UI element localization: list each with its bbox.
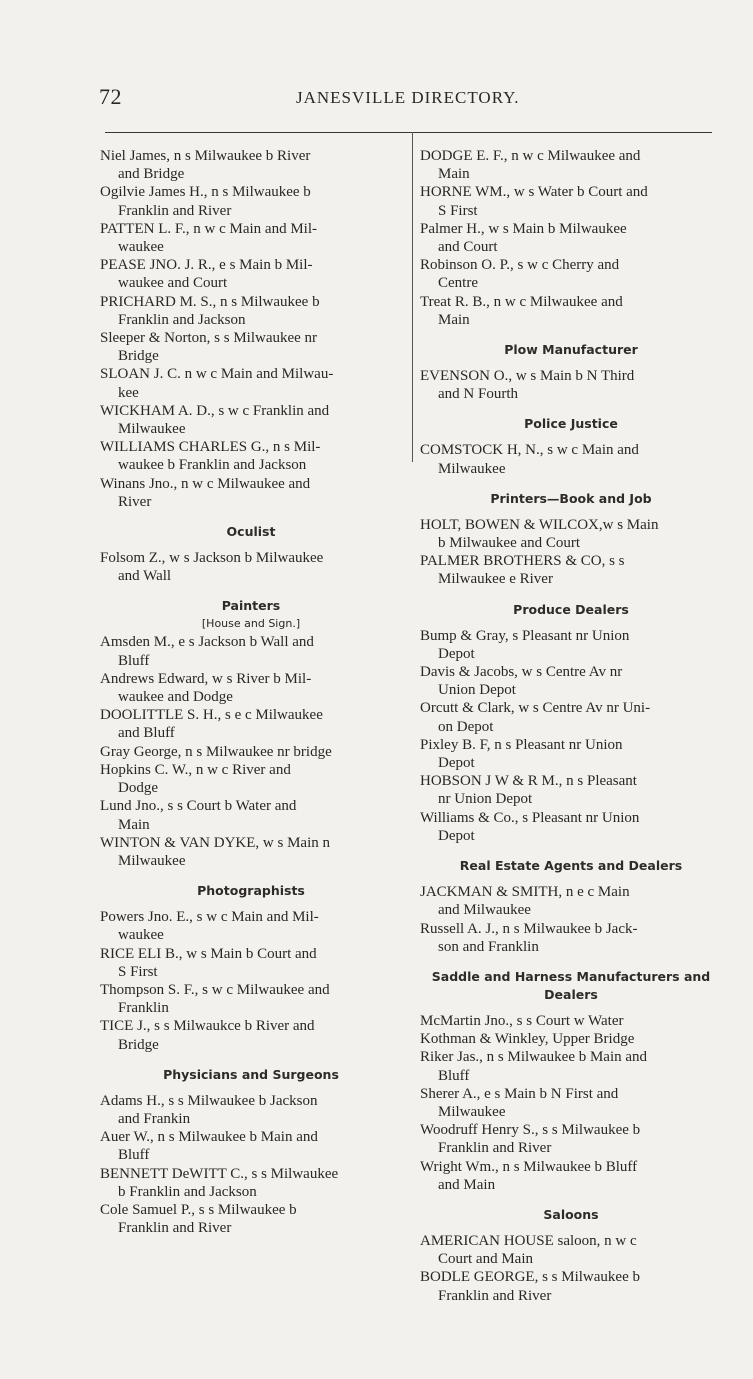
entry-line-1: Sleeper & Norton, s s Milwaukee nr bbox=[100, 330, 318, 347]
directory-entry bbox=[100, 549, 402, 585]
heading-gap bbox=[420, 433, 722, 441]
right-column bbox=[420, 147, 722, 1305]
entry-line-1: Wright Wm., n s Milwaukee b Bluff bbox=[420, 1158, 638, 1175]
directory-entry bbox=[420, 1158, 722, 1194]
directory-entry bbox=[100, 1128, 402, 1164]
directory-entry bbox=[420, 772, 722, 808]
entry-line-1: Treat R. B., n w c Milwaukee and bbox=[420, 293, 623, 310]
directory-entry bbox=[100, 329, 402, 365]
entry-line-1: HORNE WM., w s Water b Court and bbox=[420, 184, 648, 201]
directory-entry bbox=[100, 761, 402, 797]
entry-line-1: WICKHAM A. D., s w c Franklin and bbox=[100, 402, 330, 419]
entry-line-2: Franklin and River bbox=[438, 1287, 552, 1304]
entry-line-1: JACKMAN & SMITH, n e c Main bbox=[420, 884, 630, 901]
heading-gap bbox=[420, 359, 722, 367]
directory-entry bbox=[420, 1121, 722, 1157]
directory-entry bbox=[100, 706, 402, 742]
entry-line-2: and Court bbox=[438, 239, 498, 256]
directory-entry bbox=[100, 402, 402, 438]
directory-entry bbox=[100, 1165, 402, 1201]
entry-line-1: HOLT, BOWEN & WILCOX,w s Main bbox=[420, 516, 659, 533]
section-heading: Plow Manufacturer bbox=[504, 342, 638, 358]
column-divider bbox=[412, 132, 413, 462]
entry-line-2: Bluff bbox=[118, 652, 150, 669]
entry-line-2: son and Franklin bbox=[438, 938, 539, 955]
entry-line-1: Robinson O. P., s w c Cherry and bbox=[420, 257, 620, 274]
directory-entry bbox=[420, 256, 722, 292]
entry-line-1: WILLIAMS CHARLES G., n s Mil- bbox=[100, 439, 321, 456]
section-subheading: [House and Sign.] bbox=[201, 617, 301, 631]
entry-line-2: Depot bbox=[438, 755, 475, 772]
heading-gap bbox=[100, 541, 402, 549]
entry-line-2: kee bbox=[118, 384, 139, 401]
section-heading: Dealers bbox=[544, 986, 598, 1002]
directory-entry bbox=[420, 1012, 722, 1030]
directory-entry bbox=[100, 670, 402, 706]
entry-line-1: Orcutt & Clark, w s Centre Av nr Uni- bbox=[420, 700, 651, 717]
entry-line-2: and Wall bbox=[118, 568, 172, 585]
entry-line-1: Winans Jno., n w c Milwaukee and bbox=[100, 475, 311, 492]
entry-line-2: Bridge bbox=[118, 348, 159, 365]
entry-line-1: Kothman & Winkley, Upper Bridge bbox=[420, 1031, 635, 1048]
directory-entry bbox=[420, 1085, 722, 1121]
entry-line-1: Woodruff Henry S., s s Milwaukee b bbox=[420, 1122, 641, 1139]
entry-line-2: waukee and Dodge bbox=[118, 689, 233, 706]
directory-entry bbox=[100, 475, 402, 511]
entry-line-2: Main bbox=[438, 166, 470, 183]
directory-entry bbox=[420, 220, 722, 256]
directory-entry bbox=[100, 365, 402, 401]
entry-line-1: Cole Samuel P., s s Milwaukee b bbox=[100, 1201, 297, 1218]
entry-line-1: DOOLITTLE S. H., s e c Milwaukee bbox=[100, 707, 323, 724]
entry-line-1: PATTEN L. F., n w c Main and Mil- bbox=[100, 220, 317, 237]
section-gap bbox=[100, 585, 402, 597]
entry-line-1: Hopkins C. W., n w c River and bbox=[100, 761, 291, 778]
section-gap bbox=[100, 870, 402, 882]
heading-gap bbox=[420, 1224, 722, 1232]
section-heading: Produce Dealers bbox=[513, 601, 629, 617]
directory-entry bbox=[420, 367, 722, 403]
entry-line-1: Gray George, n s Milwaukee nr bridge bbox=[100, 743, 332, 760]
entry-line-1: BENNETT DeWITT C., s s Milwaukee bbox=[100, 1165, 339, 1182]
entry-line-2: Milwaukee bbox=[118, 421, 186, 438]
section-gap bbox=[420, 589, 722, 601]
entry-line-2: and Frankin bbox=[118, 1110, 191, 1127]
section-gap bbox=[100, 511, 402, 523]
directory-entry bbox=[100, 834, 402, 870]
directory-entry bbox=[420, 147, 722, 183]
entry-line-2: waukee bbox=[118, 927, 164, 944]
entry-line-1: RICE ELI B., w s Main b Court and bbox=[100, 945, 317, 962]
entry-line-2: Bluff bbox=[438, 1067, 470, 1084]
entry-line-2: nr Union Depot bbox=[438, 791, 533, 808]
entry-line-1: SLOAN J. C. n w c Main and Milwau- bbox=[100, 366, 334, 383]
directory-entry bbox=[420, 883, 722, 919]
directory-entry bbox=[420, 1268, 722, 1304]
section-heading: Painters bbox=[221, 598, 281, 614]
heading-gap bbox=[420, 1004, 722, 1012]
header-rule bbox=[105, 132, 712, 133]
entry-line-2: Franklin and River bbox=[438, 1140, 552, 1157]
section-heading: Police Justice bbox=[524, 416, 618, 432]
directory-entry bbox=[420, 736, 722, 772]
section-gap bbox=[420, 956, 722, 968]
entry-line-1: Auer W., n s Milwaukee b Main and bbox=[100, 1129, 318, 1146]
entry-line-2: waukee b Franklin and Jackson bbox=[118, 457, 307, 474]
entry-line-2: on Depot bbox=[438, 718, 494, 735]
directory-entry bbox=[420, 1232, 722, 1268]
entry-line-2: Franklin bbox=[118, 1000, 169, 1017]
entry-line-1: Palmer H., w s Main b Milwaukee bbox=[420, 220, 627, 237]
running-title: JANESVILLE DIRECTORY. bbox=[296, 88, 520, 107]
directory-entry bbox=[420, 663, 722, 699]
entry-line-2: Milwaukee bbox=[438, 460, 506, 477]
directory-entry bbox=[100, 1092, 402, 1128]
section-gap bbox=[420, 329, 722, 341]
heading-gap bbox=[420, 508, 722, 516]
directory-entry bbox=[100, 743, 402, 761]
entry-line-2: Main bbox=[438, 311, 470, 328]
section-gap bbox=[420, 1194, 722, 1206]
section-heading: Oculist bbox=[226, 524, 276, 540]
section-heading: Saddle and Harness Manufacturers and bbox=[431, 968, 711, 984]
directory-entry bbox=[420, 920, 722, 956]
directory-entry bbox=[420, 699, 722, 735]
entry-line-2: waukee bbox=[118, 239, 164, 256]
entry-line-1: EVENSON O., w s Main b N Third bbox=[420, 368, 635, 385]
entry-line-1: Powers Jno. E., s w c Main and Mil- bbox=[100, 909, 319, 926]
directory-entry bbox=[420, 552, 722, 588]
directory-entry bbox=[420, 1030, 722, 1048]
entry-line-2: Milwaukee bbox=[438, 1103, 506, 1120]
left-column bbox=[100, 147, 402, 1237]
directory-entry bbox=[100, 797, 402, 833]
directory-entry bbox=[100, 1017, 402, 1053]
directory-entry bbox=[420, 627, 722, 663]
entry-line-2: b Franklin and Jackson bbox=[118, 1183, 257, 1200]
heading-gap bbox=[420, 875, 722, 883]
directory-entry bbox=[420, 809, 722, 845]
entry-line-2: S First bbox=[118, 963, 158, 980]
entry-line-2: Bluff bbox=[118, 1147, 150, 1164]
entry-line-1: DODGE E. F., n w c Milwaukee and bbox=[420, 148, 641, 164]
entry-line-1: McMartin Jno., s s Court w Water bbox=[420, 1012, 624, 1029]
entry-line-1: WINTON & VAN DYKE, w s Main n bbox=[100, 834, 330, 851]
entry-line-1: TICE J., s s Milwaukce b River and bbox=[100, 1018, 315, 1035]
entry-line-2: Union Depot bbox=[438, 682, 516, 699]
section-heading: Printers—Book and Job bbox=[490, 490, 652, 506]
directory-entry bbox=[100, 220, 402, 256]
entry-line-1: Sherer A., e s Main b N First and bbox=[420, 1085, 619, 1102]
directory-entry bbox=[420, 183, 722, 219]
entry-line-2: Bridge bbox=[118, 1036, 159, 1053]
entry-line-2: Centre bbox=[438, 275, 478, 292]
entry-line-1: PRICHARD M. S., n s Milwaukee b bbox=[100, 293, 320, 310]
directory-entry bbox=[100, 633, 402, 669]
entry-line-1: BODLE GEORGE, s s Milwaukee b bbox=[420, 1269, 640, 1286]
directory-entry bbox=[420, 441, 722, 477]
entry-line-1: Adams H., s s Milwaukee b Jackson bbox=[100, 1092, 318, 1109]
entry-line-1: Pixley B. F, n s Pleasant nr Union bbox=[420, 736, 623, 753]
entry-line-1: PEASE JNO. J. R., e s Main b Mil- bbox=[100, 257, 313, 274]
entry-line-1: COMSTOCK H, N., s w c Main and bbox=[420, 442, 639, 459]
directory-entry bbox=[100, 1201, 402, 1237]
entry-line-2: River bbox=[118, 493, 152, 510]
section-heading: Photographists bbox=[197, 883, 305, 899]
entry-line-2: and Bluff bbox=[118, 725, 175, 742]
entry-line-1: Lund Jno., s s Court b Water and bbox=[100, 798, 297, 815]
directory-entry bbox=[100, 945, 402, 981]
entry-line-2: Court and Main bbox=[438, 1251, 533, 1268]
directory-entry bbox=[100, 293, 402, 329]
entry-line-1: Folsom Z., w s Jackson b Milwaukee bbox=[100, 550, 324, 567]
entry-line-2: and Milwaukee bbox=[438, 902, 531, 919]
entry-line-1: Riker Jas., n s Milwaukee b Main and bbox=[420, 1049, 648, 1066]
section-gap bbox=[420, 845, 722, 857]
heading-gap bbox=[100, 1084, 402, 1092]
section-gap bbox=[100, 1054, 402, 1066]
entry-line-2: Dodge bbox=[118, 780, 158, 797]
directory-entry bbox=[100, 256, 402, 292]
entry-line-2: S First bbox=[438, 202, 478, 219]
directory-entry bbox=[100, 908, 402, 944]
directory-entry bbox=[100, 981, 402, 1017]
entry-line-1: Thompson S. F., s w c Milwaukee and bbox=[100, 981, 330, 998]
entry-line-1: Niel James, n s Milwaukee b River bbox=[100, 148, 311, 164]
entry-line-2: Franklin and River bbox=[118, 202, 232, 219]
directory-entry bbox=[420, 293, 722, 329]
directory-entry bbox=[100, 438, 402, 474]
page-number: 72 bbox=[99, 84, 122, 109]
entry-line-2: b Milwaukee and Court bbox=[438, 535, 581, 552]
entry-line-1: Davis & Jacobs, w s Centre Av nr bbox=[420, 664, 623, 681]
entry-line-1: HOBSON J W & R M., n s Pleasant bbox=[420, 773, 637, 790]
section-heading: Real Estate Agents and Dealers bbox=[459, 858, 683, 874]
entry-line-1: Amsden M., e s Jackson b Wall and bbox=[100, 634, 314, 651]
entry-line-2: Milwaukee e River bbox=[438, 571, 553, 588]
entry-line-2: waukee and Court bbox=[118, 275, 228, 292]
entry-line-1: Ogilvie James H., n s Milwaukee b bbox=[100, 184, 311, 201]
entry-line-1: AMERICAN HOUSE saloon, n w c bbox=[420, 1232, 637, 1249]
heading-gap bbox=[100, 900, 402, 908]
section-gap bbox=[420, 403, 722, 415]
entry-line-2: and Main bbox=[438, 1176, 496, 1193]
entry-line-2: Franklin and River bbox=[118, 1220, 232, 1237]
entry-line-2: Depot bbox=[438, 827, 475, 844]
entry-line-1: Williams & Co., s Pleasant nr Union bbox=[420, 809, 640, 826]
entry-line-2: Franklin and Jackson bbox=[118, 311, 246, 328]
entry-line-1: Bump & Gray, s Pleasant nr Union bbox=[420, 627, 630, 644]
entry-line-1: Andrews Edward, w s River b Mil- bbox=[100, 670, 312, 687]
section-gap bbox=[420, 478, 722, 490]
directory-entry bbox=[420, 516, 722, 552]
entry-line-2: Milwaukee bbox=[118, 852, 186, 869]
section-heading: Saloons bbox=[543, 1206, 599, 1222]
section-heading: Physicians and Surgeons bbox=[163, 1066, 339, 1082]
entry-line-1: PALMER BROTHERS & CO, s s bbox=[420, 553, 625, 570]
heading-gap bbox=[420, 619, 722, 627]
entry-line-1: Russell A. J., n s Milwaukee b Jack- bbox=[420, 920, 638, 937]
entry-line-2: Main bbox=[118, 816, 150, 833]
page-header bbox=[0, 84, 753, 114]
entry-line-2: and Bridge bbox=[118, 166, 185, 183]
directory-entry bbox=[420, 1048, 722, 1084]
directory-entry bbox=[100, 147, 402, 183]
directory-entry bbox=[100, 183, 402, 219]
entry-line-2: Depot bbox=[438, 645, 475, 662]
entry-line-2: and N Fourth bbox=[438, 386, 518, 403]
